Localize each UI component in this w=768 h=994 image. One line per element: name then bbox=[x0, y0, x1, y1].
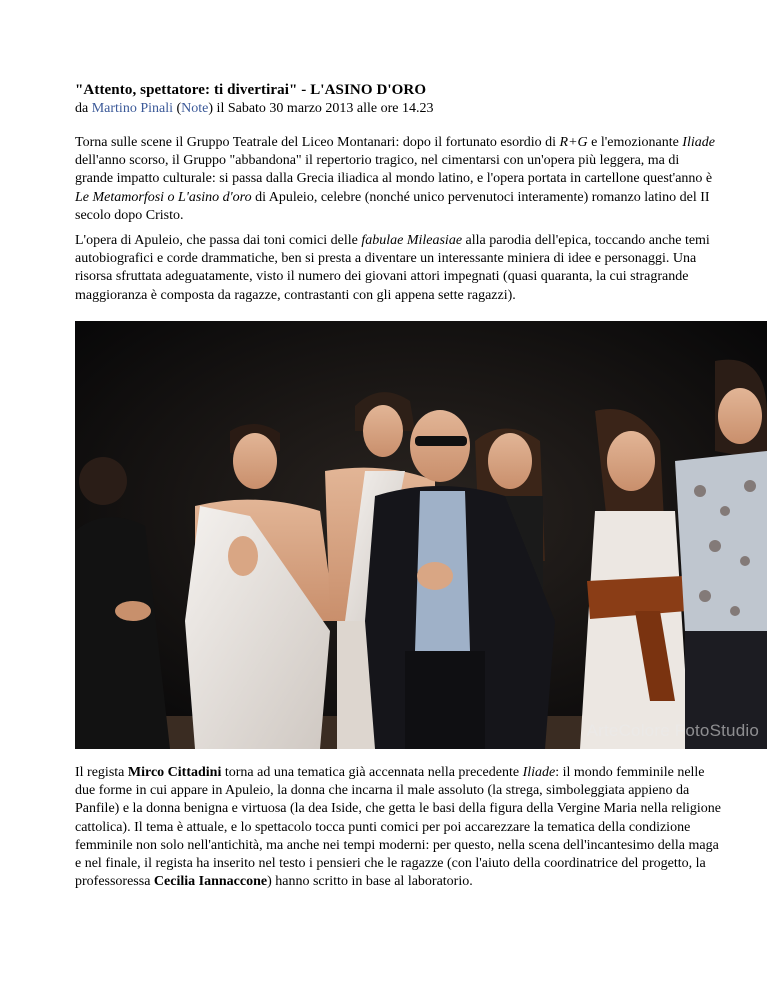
paragraph-text: Il regista bbox=[75, 765, 128, 780]
bold-name: Mirco Cittadini bbox=[127, 765, 222, 780]
paragraph-text: ) hanno scritto in base al laboratorio. bbox=[267, 874, 473, 890]
byline-paren: ( bbox=[173, 101, 182, 116]
stage-photo bbox=[75, 321, 767, 749]
paragraph-text: di Apuleio, celebre (nonché unico pervenutoci interamente) romanzo latino del II secolo dopo Cristo. bbox=[75, 189, 710, 223]
author-link[interactable]: Martino Pinali bbox=[91, 101, 173, 116]
italic-title: fabulae Mileasiae bbox=[361, 233, 463, 248]
paragraph-intro bbox=[75, 134, 715, 225]
byline-date: ) il Sabato 30 marzo 2013 alle ore 14.23 bbox=[208, 101, 434, 116]
article-byline bbox=[75, 101, 434, 117]
byline-prefix: da bbox=[75, 101, 92, 116]
paragraph-text: : il mondo femminile nelle due forme in cui appare in Apuleio, la donna che incarna il male assoluto (la strega, simboleggiata appieno da Panfile) e la donna benigna e virtuosa (la dea Iside, che getta le basi della figura della Vergine Maria nella religione cattolica). Il tema è attuale, e lo spettacolo tocca punti comici per poi accarezzare la tematica della condizione femminile non solo nell'antichità, ma anche nei tempi moderni: per questo, nella scena dell'incantesimo della maga e nel finale, il regista ha inserito nel testo i pensieri che le ragazze (con l'aiuto della coordinatrice del progetto, la professoressa bbox=[75, 765, 721, 890]
italic-title: Iliade bbox=[522, 765, 556, 780]
paragraph-text: L'opera di Apuleio, che passa dai toni comici delle bbox=[75, 233, 362, 248]
paragraph-apuleio bbox=[75, 232, 715, 305]
article-title: "Attento, spettatore: ti divertirai" - L'ASINO D'ORO bbox=[75, 82, 427, 98]
paragraph-text: e l'emozionante bbox=[587, 135, 683, 150]
italic-title: Le Metamorfosi o L'asino d'oro bbox=[75, 189, 252, 205]
notes-link[interactable]: Note bbox=[181, 101, 209, 116]
italic-title: R+G bbox=[559, 135, 588, 150]
paragraph-regista bbox=[75, 764, 725, 891]
paragraph-text: torna ad una tematica già accennata nella precedente bbox=[221, 765, 523, 780]
paragraph-text: alla parodia dell'epica, toccando anche temi autobiografici e corde drammatiche, ben si presta a diventare un interessante miniera di idee e personaggi. Una risorsa sfruttata adeguatamente, visto il numero dei giovani attori impegnati (quasi quaranta, la cui stragrande maggioranza è composta da ragazze, contrastanti con gli appena sette ragazzi). bbox=[75, 233, 710, 303]
photo-watermark: ArteColore FotoStudio bbox=[586, 721, 759, 740]
stage-photo-illustration bbox=[75, 321, 767, 749]
italic-title: Iliade bbox=[682, 135, 715, 150]
paragraph-text: Torna sulle scene il Gruppo Teatrale del Liceo Montanari: dopo il fortunato esordio di bbox=[75, 135, 560, 150]
paragraph-text: dell'anno scorso, il Gruppo "abbandona" il repertorio tragico, nel cimentarsi con un'opera più leggera, ma di grande impatto culturale: si passa dalla Grecia iliadica al mondo latino, e l'opera portata in cartellone quest'anno è bbox=[75, 153, 713, 187]
bold-name: Cecilia Iannaccone bbox=[153, 874, 268, 890]
